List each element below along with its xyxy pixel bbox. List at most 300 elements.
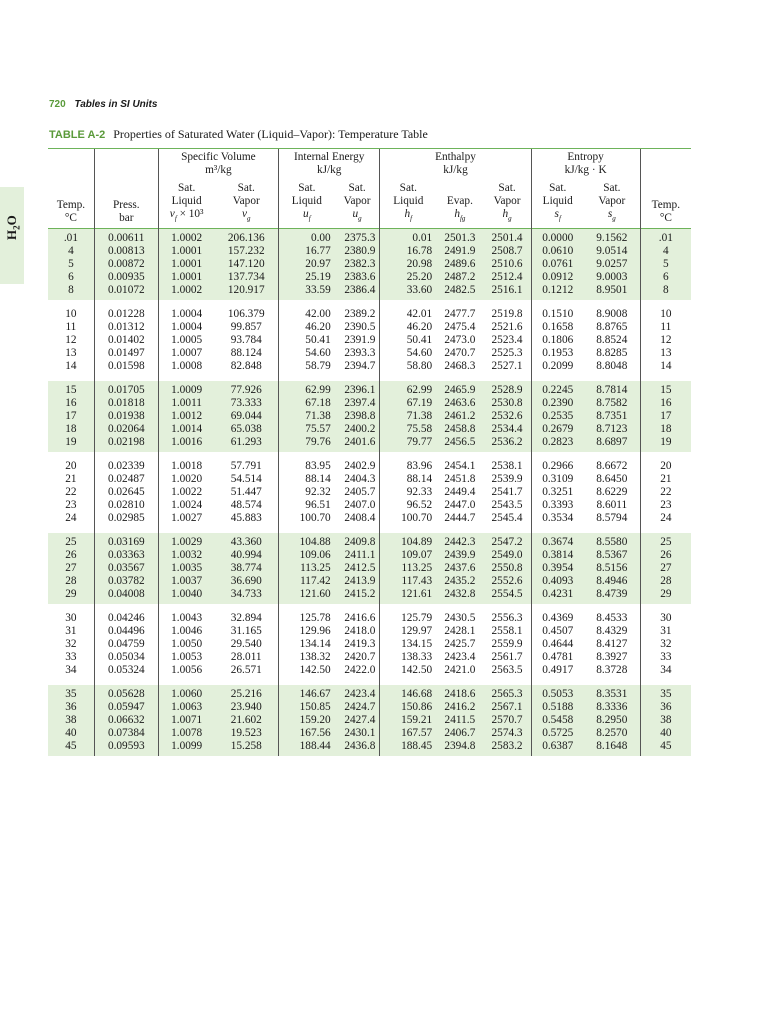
- table-cell: 24: [65, 512, 77, 525]
- table-cell: 1.0009: [158, 381, 214, 397]
- table-cell: 18: [640, 423, 691, 436]
- table-cell: 100.70: [380, 512, 436, 528]
- table-cell: 75.58: [380, 423, 436, 436]
- table-cell: 79.77: [380, 436, 436, 452]
- table-cell: 31: [65, 625, 77, 638]
- table-cell: 2394.8: [436, 740, 483, 756]
- table-cell: 5: [640, 258, 691, 271]
- table-row: [48, 664, 691, 680]
- side-tab-label: [4, 215, 22, 240]
- table-cell: 21: [640, 473, 691, 486]
- symbol-subscript: f: [558, 214, 561, 223]
- symbol-subscript: f: [308, 214, 311, 223]
- table-row: [48, 638, 691, 651]
- table-cell: 25.216: [215, 685, 279, 701]
- table-cell: 146.68: [380, 685, 436, 701]
- table-cell: 188.45: [380, 740, 436, 756]
- table-cell: 2406.7: [436, 727, 483, 740]
- table-cell: 1.0035: [158, 562, 214, 575]
- column-header-line3: °C: [659, 212, 672, 225]
- table-row: [48, 714, 691, 727]
- table-cell: 26: [48, 549, 94, 562]
- table-cell: 104.88: [278, 533, 334, 549]
- table-cell: 96.51: [278, 499, 334, 512]
- table-cell: 1.0004: [158, 305, 214, 321]
- table-cell: 43.360: [215, 533, 279, 549]
- table-cell: 33: [65, 651, 77, 664]
- table-cell: 2404.3: [344, 473, 376, 486]
- symbol-subscript: g: [508, 214, 512, 223]
- table-cell: 17: [640, 410, 691, 423]
- running-title: Tables in SI Units: [74, 99, 158, 110]
- table-cell: 2463.6: [436, 397, 483, 410]
- table-cell: 2565.3: [484, 685, 531, 701]
- table-cell: 1.0053: [158, 651, 214, 664]
- table-cell: 36: [48, 701, 94, 714]
- table-cell: 2398.8: [335, 410, 380, 423]
- table-row: [48, 305, 691, 321]
- table-cell: 0.2679: [531, 423, 584, 436]
- table-cell: 2468.3: [444, 360, 476, 373]
- table-cell: 2382.3: [335, 258, 380, 271]
- table-cell: 2401.6: [335, 436, 380, 452]
- table-cell: 0.1510: [531, 305, 584, 321]
- table-cell: 88.14: [380, 473, 436, 486]
- column-header-line3: bar: [119, 212, 134, 225]
- table-cell: 2541.7: [491, 486, 523, 499]
- table-cell: 2451.8: [444, 473, 476, 486]
- table-cell: 16: [48, 397, 94, 410]
- table-cell: 2421.0: [444, 664, 476, 677]
- table-cell: 2394.7: [344, 360, 376, 373]
- column-header-line1: Sat.: [399, 182, 417, 194]
- table-cell: 46.20: [278, 321, 334, 334]
- table-cell: 1.0007: [158, 347, 214, 360]
- table-cell: 2412.5: [335, 562, 380, 575]
- table-cell: 8.3728: [596, 664, 628, 677]
- table-cell: 2561.7: [491, 651, 523, 664]
- column-header: [640, 180, 691, 229]
- table-cell: 88.14: [278, 473, 334, 486]
- table-cell: 134.14: [278, 638, 334, 651]
- table-cell: 0.2245: [531, 381, 584, 397]
- group-entropy: [531, 149, 640, 180]
- table-cell: 27: [640, 562, 691, 575]
- column-header-line2: Vapor: [493, 195, 521, 207]
- table-cell: 71.38: [278, 410, 334, 423]
- side-tab-o: O: [4, 215, 19, 226]
- table-cell: 147.120: [215, 258, 279, 271]
- table-cell: 8.2950: [584, 714, 640, 727]
- column-header-symbol: [160, 208, 214, 225]
- symbol: $h_{fg}$: [454, 208, 466, 223]
- table-cell: 8.7582: [584, 397, 640, 410]
- table-cell: 8.4533: [596, 612, 628, 625]
- table-cell: 113.25: [278, 562, 334, 575]
- table-cell: 2439.9: [436, 549, 483, 562]
- entropy-units: kJ/kg · K: [564, 164, 607, 176]
- table-cell: 2437.6: [436, 562, 483, 575]
- table-cell: 0.06632: [94, 714, 158, 727]
- table-cell: 0.04008: [94, 588, 158, 604]
- table-cell: 32.894: [230, 612, 262, 625]
- table-cell: 138.33: [380, 651, 436, 664]
- table-cell: 38: [640, 714, 691, 727]
- table-cell: 92.32: [278, 486, 334, 499]
- table-row: [48, 457, 691, 473]
- table-cell: 22: [65, 486, 77, 499]
- table-cell: .01: [640, 229, 691, 245]
- table-cell: 12: [65, 334, 77, 347]
- table-cell: 8.6897: [584, 436, 640, 452]
- column-header: [436, 180, 483, 229]
- table-cell: 100.70: [278, 512, 334, 528]
- table-row: [48, 562, 691, 575]
- table-cell: 0.1212: [531, 284, 584, 300]
- table-cell: 8: [48, 284, 94, 300]
- running-head: [49, 99, 157, 110]
- table-cell: 206.136: [215, 229, 279, 245]
- table-cell: 2501.4: [484, 229, 531, 245]
- table-row: [48, 499, 691, 512]
- table-cell: 0.3814: [531, 549, 584, 562]
- table-cell: 1.0099: [158, 740, 214, 756]
- table-cell: 2525.3: [491, 347, 523, 360]
- table-cell: 35: [48, 685, 94, 701]
- column-header-line2: Vapor: [598, 195, 626, 207]
- table-cell: 26.571: [230, 664, 262, 677]
- table-cell: 0.0610: [531, 245, 584, 258]
- table-cell: 17: [48, 410, 94, 423]
- table-cell: 8.2570: [584, 727, 640, 740]
- column-header: [94, 180, 158, 229]
- table-cell: 0.02985: [94, 512, 158, 528]
- symbol: $s_g$: [607, 208, 616, 223]
- table-cell: 14: [640, 360, 691, 376]
- table-cell: 2380.9: [335, 245, 380, 258]
- table-cell: 1.0011: [158, 397, 214, 410]
- table-cell: 1.0078: [158, 727, 214, 740]
- column-header-line2: Liquid: [171, 195, 202, 207]
- table-cell: 0.00611: [94, 229, 158, 245]
- table-cell: 188.44: [278, 740, 334, 756]
- table-cell: 1.0043: [158, 609, 214, 625]
- table-cell: 0.5458: [531, 714, 584, 727]
- table-cell: 2416.6: [344, 612, 376, 625]
- table-cell: 8.7351: [584, 410, 640, 423]
- table-body: [48, 229, 691, 756]
- enthalpy-title: Enthalpy: [435, 151, 476, 163]
- group-header-row: [48, 149, 691, 180]
- table-cell: 30: [65, 612, 77, 625]
- table-cell: 21.602: [215, 714, 279, 727]
- table-row: [48, 701, 691, 714]
- table-cell: 120.917: [215, 284, 279, 300]
- table-cell: 0.01228: [94, 305, 158, 321]
- table-cell: 150.86: [380, 701, 436, 714]
- table-cell: 2477.7: [444, 308, 476, 321]
- table-cell: 0.4231: [531, 588, 584, 604]
- symbol-subscript: fg: [459, 214, 466, 223]
- table-cell: 19: [640, 436, 691, 452]
- symbol-subscript: f: [174, 214, 177, 223]
- table-cell: 2538.1: [491, 460, 523, 473]
- table-cell: 0.3251: [531, 486, 584, 499]
- table-cell: 8.7814: [584, 381, 640, 397]
- table-cell: 25.19: [278, 271, 334, 284]
- table-cell: 0.2535: [531, 410, 584, 423]
- table-row: [48, 334, 691, 347]
- table-cell: 2512.4: [484, 271, 531, 284]
- table-cell: 1.0014: [158, 423, 214, 436]
- table-cell: 2389.2: [344, 308, 376, 321]
- table-row: [48, 381, 691, 397]
- table-cell: 36: [640, 701, 691, 714]
- table-cell: 0.1658: [531, 321, 584, 334]
- table-cell: 32: [65, 638, 77, 651]
- table-cell: 2563.5: [491, 664, 523, 677]
- table-cell: 8.5156: [584, 562, 640, 575]
- table-cell: 8.9501: [584, 284, 640, 300]
- table-cell: 4: [640, 245, 691, 258]
- table-cell: 13: [640, 347, 691, 360]
- table-cell: 0.2390: [531, 397, 584, 410]
- table-cell: 2543.5: [491, 499, 523, 512]
- table-cell: 159.21: [380, 714, 436, 727]
- table-cell: 0.04496: [94, 625, 158, 638]
- table-cell: 167.56: [278, 727, 334, 740]
- column-header-symbol: [280, 208, 334, 225]
- table-row: [48, 271, 691, 284]
- table-cell: 1.0012: [158, 410, 214, 423]
- table-cell: 1.0008: [158, 360, 214, 376]
- table-cell: 2386.4: [335, 284, 380, 300]
- table-cell: 33: [640, 651, 691, 664]
- column-header-line2: Vapor: [343, 195, 371, 207]
- side-tab-sub: 2: [11, 225, 22, 230]
- table-cell: 8.8048: [596, 360, 628, 373]
- page-number: 720: [49, 99, 66, 110]
- group-blank-press: [94, 149, 158, 180]
- column-header-line1: [49, 186, 93, 199]
- table-cell: 1.0063: [158, 701, 214, 714]
- table-cell: 14: [65, 360, 77, 373]
- table-cell: 2473.0: [444, 334, 476, 347]
- table-cell: 32: [640, 638, 691, 651]
- table-cell: 2396.1: [335, 381, 380, 397]
- table-cell: 125.78: [278, 609, 334, 625]
- table-cell: 0.02339: [94, 457, 158, 473]
- table-cell: 2489.6: [436, 258, 483, 271]
- column-header-line2: Temp.: [651, 199, 681, 212]
- table-cell: 92.33: [380, 486, 436, 499]
- table-cell: 2458.8: [436, 423, 483, 436]
- side-tab-h: H: [4, 229, 19, 240]
- table-cell: 0.02810: [94, 499, 158, 512]
- table-cell: 42.01: [380, 305, 436, 321]
- table-cell: 2423.4: [335, 685, 380, 701]
- symbol-subscript: g: [612, 214, 616, 223]
- table-row: [48, 347, 691, 360]
- symbol: $h_f$: [404, 208, 413, 223]
- table-cell: 20: [65, 460, 77, 473]
- table-cell: 79.76: [278, 436, 334, 452]
- table-cell: 138.32: [278, 651, 334, 664]
- table-cell: 0.3954: [531, 562, 584, 575]
- table-row: [48, 512, 691, 528]
- table-cell: 2391.9: [344, 334, 376, 347]
- table-cell: 2508.7: [484, 245, 531, 258]
- symbol-subscript: g: [247, 214, 251, 223]
- table-cell: 0.03782: [94, 575, 158, 588]
- table-cell: 1.0016: [158, 436, 214, 452]
- table-cell: 38.774: [215, 562, 279, 575]
- table-cell: 2558.1: [491, 625, 523, 638]
- group-enthalpy: [380, 149, 531, 180]
- table-cell: 0.03363: [94, 549, 158, 562]
- column-header-line1: [437, 182, 482, 195]
- table-cell: 1.0056: [158, 664, 214, 680]
- table-cell: 40.994: [215, 549, 279, 562]
- table-cell: 2436.8: [335, 740, 380, 756]
- table-cell: 5: [48, 258, 94, 271]
- table-cell: 23: [640, 499, 691, 512]
- table-row: [48, 229, 691, 245]
- table-cell: 0.01: [380, 229, 436, 245]
- column-header-symbol: [585, 208, 639, 225]
- table-row: [48, 284, 691, 300]
- table-cell: 137.734: [215, 271, 279, 284]
- table-cell: 1.0037: [158, 575, 214, 588]
- table-cell: 2415.2: [335, 588, 380, 604]
- table-cell: 25: [640, 533, 691, 549]
- table-cell: 1.0027: [158, 512, 214, 528]
- specific-volume-title: Specific Volume: [181, 151, 256, 163]
- table-cell: 8.3336: [584, 701, 640, 714]
- table-cell: 113.25: [380, 562, 436, 575]
- table-cell: 77.926: [215, 381, 279, 397]
- table-cell: 1.0024: [158, 499, 214, 512]
- table-cell: 0.2823: [531, 436, 584, 452]
- table-cell: 29.540: [230, 638, 262, 651]
- table-cell: 2405.7: [344, 486, 376, 499]
- table-cell: 109.07: [380, 549, 436, 562]
- column-header: [584, 180, 640, 229]
- table-cell: 2465.9: [436, 381, 483, 397]
- group-internal-energy: [278, 149, 379, 180]
- table-cell: 8.4127: [596, 638, 628, 651]
- table-cell: 1.0046: [158, 625, 214, 638]
- table-cell: 23.940: [215, 701, 279, 714]
- column-header-symbol: [533, 208, 583, 225]
- table-cell: 0.00872: [94, 258, 158, 271]
- table-cell: 71.38: [380, 410, 436, 423]
- table-cell: 1.0029: [158, 533, 214, 549]
- table-cell: 15: [48, 381, 94, 397]
- enthalpy-units: kJ/kg: [443, 164, 468, 176]
- table-cell: 2556.3: [491, 612, 523, 625]
- table-cell: 1.0002: [158, 229, 214, 245]
- symbol: $h_g$: [502, 208, 512, 223]
- table-cell: 8.3927: [596, 651, 628, 664]
- column-header-line2: Liquid: [393, 195, 424, 207]
- table-cell: 2432.8: [436, 588, 483, 604]
- table-cell: 0.00813: [94, 245, 158, 258]
- symbol: $v_g$: [241, 208, 251, 223]
- symbol-multiplier: × 10³: [176, 208, 204, 220]
- table-cell: 2559.9: [491, 638, 523, 651]
- table-row: [48, 609, 691, 625]
- table-cell: 1.0001: [158, 271, 214, 284]
- table-cell: 16.78: [380, 245, 436, 258]
- table-cell: 40: [48, 727, 94, 740]
- table-cell: 6: [640, 271, 691, 284]
- table-cell: 75.57: [278, 423, 334, 436]
- table-cell: 2501.3: [436, 229, 483, 245]
- table-cell: 2420.7: [344, 651, 376, 664]
- table-cell: 0.0000: [531, 229, 584, 245]
- table-cell: 0.05324: [94, 664, 158, 680]
- table-cell: 2532.6: [484, 410, 531, 423]
- table-cell: 1.0002: [158, 284, 214, 300]
- table-row: [48, 588, 691, 604]
- table-cell: 2423.4: [444, 651, 476, 664]
- table-cell: 45.883: [230, 512, 262, 525]
- column-header: [380, 180, 436, 229]
- table-cell: 8: [640, 284, 691, 300]
- table-cell: 0.3109: [531, 473, 584, 486]
- table-cell: 20.97: [278, 258, 334, 271]
- table-cell: 0.5188: [531, 701, 584, 714]
- column-header: [48, 180, 94, 229]
- table-cell: 0.01072: [94, 284, 158, 300]
- table-cell: 8.7123: [584, 423, 640, 436]
- table-cell: 18: [48, 423, 94, 436]
- table-cell: 20: [640, 457, 691, 473]
- column-header-line2: Evap.: [446, 195, 473, 207]
- table-cell: 0.09593: [94, 740, 158, 756]
- table-cell: 2397.4: [335, 397, 380, 410]
- table-cell: 2461.2: [436, 410, 483, 423]
- table-cell: 1.0040: [158, 588, 214, 604]
- table-cell: 167.57: [380, 727, 436, 740]
- table-cell: 34.733: [215, 588, 279, 604]
- table-cell: 142.50: [278, 664, 334, 680]
- table-cell: 2527.1: [491, 360, 523, 373]
- symbol: $u_g$: [352, 208, 362, 223]
- table-cell: 2567.1: [484, 701, 531, 714]
- table-cell: 2442.3: [436, 533, 483, 549]
- table-cell: 0.2966: [531, 457, 584, 473]
- table-cell: 57.791: [230, 460, 262, 473]
- table-cell: 69.044: [215, 410, 279, 423]
- table-cell: 134.15: [380, 638, 436, 651]
- table-cell: 10: [65, 308, 77, 321]
- column-header-line1: Sat.: [348, 182, 366, 194]
- table-cell: 2570.7: [484, 714, 531, 727]
- column-header-line2: Vapor: [232, 195, 260, 207]
- table-cell: 121.60: [278, 588, 334, 604]
- table-cell: 0.02064: [94, 423, 158, 436]
- group-blank-temp-right: [640, 149, 691, 180]
- table-cell: 2545.4: [491, 512, 523, 525]
- table-cell: 2534.4: [484, 423, 531, 436]
- table-cell: 16: [640, 397, 691, 410]
- table-cell: 2552.6: [484, 575, 531, 588]
- table-cell: 2491.9: [436, 245, 483, 258]
- column-header-symbol: [336, 208, 379, 225]
- table-cell: 1.0004: [158, 321, 214, 334]
